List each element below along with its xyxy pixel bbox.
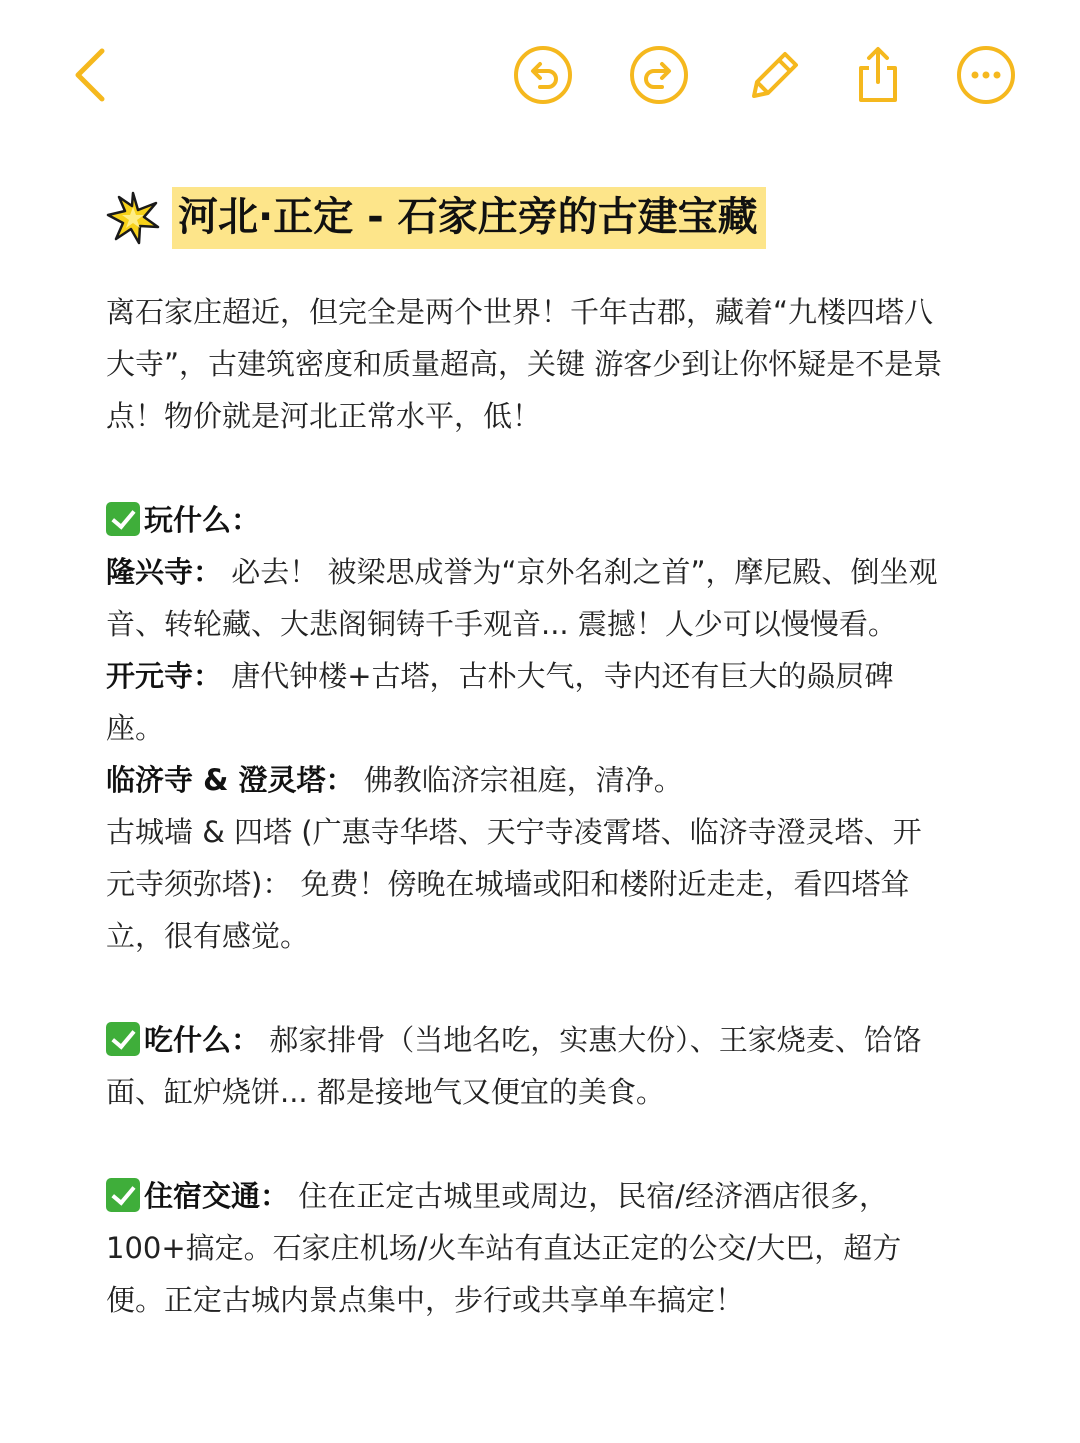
eat-text: 郝家排骨（当地名吃，实惠大份）、王家烧麦、饸饹面、缸炉烧饼... 都是接地气又便宜的美食。 (106, 1023, 922, 1109)
back-button[interactable] (55, 40, 125, 110)
play-item (106, 546, 946, 650)
play-item-text: 古城墙 & 四塔 (广惠寺华塔、天宁寺凌霄塔、临济寺澄灵塔、开元寺须弥塔)： 免费！傍晚在城墙或阳和楼附近走走，看四塔耸立，很有感觉。 (106, 815, 922, 953)
redo-icon (628, 44, 690, 106)
play-item (106, 806, 946, 962)
checkmark-icon (106, 1178, 140, 1212)
note-body (106, 180, 946, 1326)
more-button[interactable] (951, 40, 1021, 110)
play-item-text: 唐代钟楼+古塔，古朴大气，寺内还有巨大的赑屃碑座。 (106, 659, 894, 745)
play-item-text: 必去！ 被梁思成誉为“京外名刹之首”，摩尼殿、倒坐观音、转轮藏、大悲阁铜铸千手观音... 震撼！人少可以慢慢看。 (106, 555, 938, 641)
stay-heading: 住宿交通： (144, 1179, 290, 1213)
play-item-label: 临济寺 & 澄灵塔： (106, 763, 355, 797)
checkmark-icon (106, 1022, 140, 1056)
eat-heading: 吃什么： (144, 1023, 261, 1057)
play-item-text: 佛教临济宗祖庭，清净。 (354, 763, 683, 797)
pencil-icon (742, 44, 804, 106)
title-row (106, 180, 946, 256)
edit-button[interactable] (738, 40, 808, 110)
chevron-left-icon (60, 45, 120, 105)
sparkle-icon (106, 191, 160, 245)
note-title: 河北·正定 - 石家庄旁的古建宝藏 (172, 187, 766, 249)
play-item-label: 开元寺： (106, 659, 223, 693)
intro-paragraph: 离石家庄超近，但完全是两个世界！千年古郡，藏着“九楼四塔八大寺”，古建筑密度和质量超高，关键 游客少到让你怀疑是不是景点！物价就是河北正常水平，低！ (106, 295, 943, 433)
stay-section (106, 1170, 946, 1326)
toolbar (0, 0, 1080, 150)
play-item-label: 隆兴寺： (106, 555, 223, 589)
eat-section (106, 1014, 946, 1118)
share-button[interactable] (843, 40, 913, 110)
undo-icon (512, 44, 574, 106)
stay-text: 住在正定古城里或周边，民宿/经济酒店很多，100+搞定。石家庄机场/火车站有直达正定的公交/大巴，超方便。正定古城内景点集中，步行或共享单车搞定！ (106, 1179, 902, 1317)
play-item (106, 754, 946, 806)
checkmark-icon (106, 502, 140, 536)
play-heading-line (106, 494, 946, 546)
share-icon (847, 44, 909, 106)
more-icon (955, 44, 1017, 106)
redo-button[interactable] (624, 40, 694, 110)
play-heading: 玩什么： (144, 503, 261, 537)
undo-button[interactable] (508, 40, 578, 110)
play-item (106, 650, 946, 754)
